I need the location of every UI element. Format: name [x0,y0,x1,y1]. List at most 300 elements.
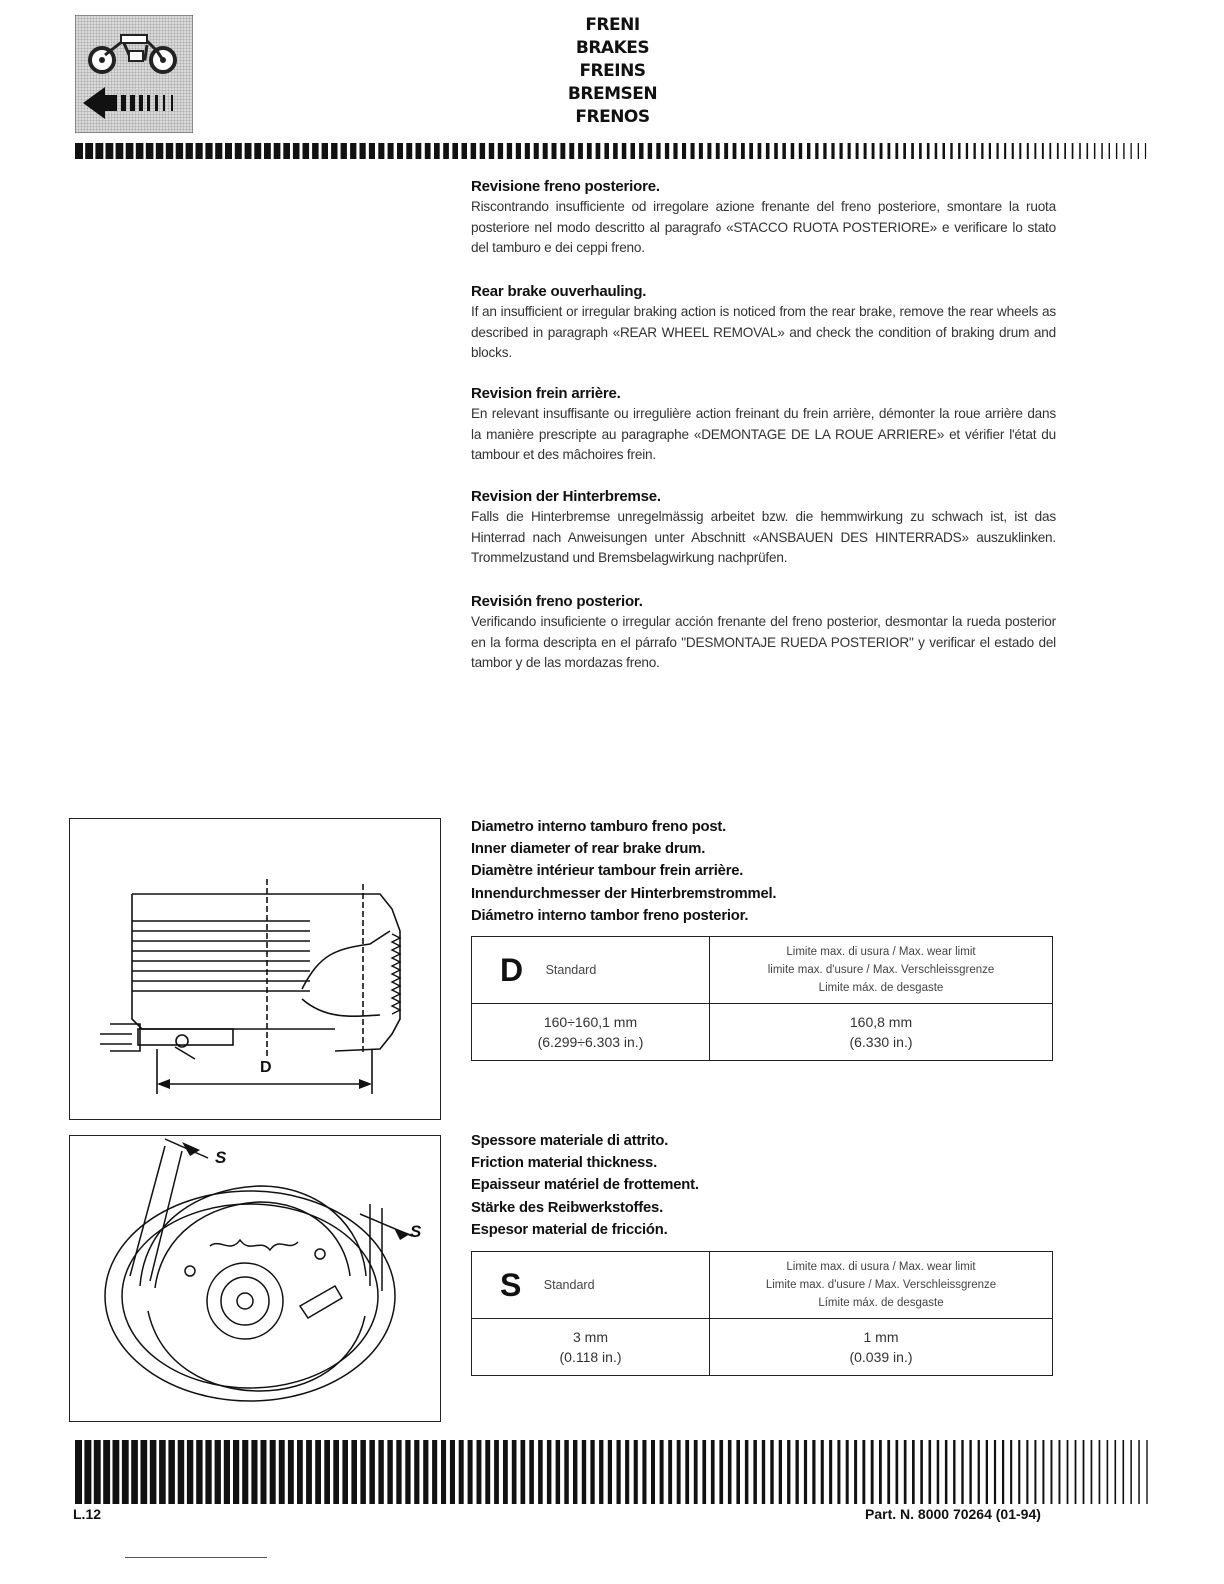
friction-standard-value-in: (0.118 in.) [559,1349,622,1365]
bar-stripe [1034,1440,1036,1504]
bar-stripe [378,143,384,159]
bar-stripe [425,143,431,159]
bar-stripe [1067,1440,1069,1504]
drum-standard-label: Standard [545,963,597,977]
bar-stripe [324,1440,330,1504]
bar-stripe [578,143,583,159]
section-text: En relevant insuffisante ou irregulière action freinant du frein arrière, démonter la roue arrière dans la manière prescripte au paragraphe «DEMONTAGE DE LA ROUE ARRIERE» et vérifier l'état du tambour et des mâchoires frein. [471,406,1056,462]
bar-stripe [1027,143,1029,159]
bar-stripe [432,1440,437,1504]
friction-heading-es: Espesor material de fricción. [471,1221,668,1238]
bar-stripe [927,143,930,159]
bar-stripe [651,1440,655,1504]
bar-stripe [315,1440,321,1504]
bar-stripe [94,1440,101,1504]
bar-stripe [116,143,124,159]
bar-stripe [733,143,737,159]
page-rule [125,1557,267,1558]
bar-stripe [1004,143,1006,159]
bar-stripe [937,1440,940,1504]
bar-stripe [604,143,609,159]
bar-stripe [711,1440,715,1504]
limit-label: Limite máx. de desgaste [818,982,944,994]
bar-stripe [966,143,968,159]
drum-figure [69,818,441,1120]
bar-stripe [146,143,154,159]
bar-stripe [156,143,164,159]
bar-stripe [919,143,922,159]
bar-stripe [503,1440,508,1504]
bar-stripe [625,1440,629,1504]
bar-stripe [997,143,999,159]
section-text: Verificando insuficiente o irregular acción frenante del freno posterior, desmontar la rueda posterior en la forma descripta en el párrafo "DESMONTAJE RUEDA POSTERIOR" y verificar el estado del tambor y de las mordazas freno. [471,614,1056,670]
drum-heading-de: Innendurchmesser der Hinterbremstrommel. [471,885,777,902]
bar-stripe [333,1440,339,1504]
brake-drum-cross-section-icon [70,819,440,1119]
friction-heading-en: Friction material thickness. [471,1155,658,1172]
bar-stripe [799,143,802,159]
bar-stripe [196,1440,202,1504]
bar-stripe [872,143,875,159]
bar-stripe [283,143,290,159]
section-en [471,283,1056,364]
bar-stripe [791,143,795,159]
title-de: BREMSEN [567,84,658,104]
bar-stripe [590,1440,594,1504]
friction-limit-value-cell [710,1319,1053,1376]
bar-stripe [864,143,867,159]
drum-spec-table [471,936,1053,1061]
bar-stripe [719,1440,723,1504]
bar-stripe [141,1440,148,1504]
bar-stripe [821,1440,824,1504]
bar-stripe [920,1440,923,1504]
drum-symbol-cell [472,937,710,1004]
bar-stripe [360,1440,366,1504]
friction-limit-value-in: (0.039 in.) [849,1349,913,1365]
bar-stripe [136,143,144,159]
bar-stripe [471,143,477,159]
section-es [471,593,1056,674]
bar-stripe [1145,143,1146,159]
bar-stripe [159,1440,166,1504]
bar-stripe [423,1440,428,1504]
bar-stripe [512,1440,517,1504]
drum-standard-value-in: (6.299÷6.303 in.) [537,1034,644,1050]
drum-limit-value-in: (6.330 in.) [849,1034,913,1050]
bar-stripe [1002,1440,1004,1504]
bar-stripe [521,1440,526,1504]
bar-stripe [749,143,753,159]
bar-stripe [880,143,883,159]
bar-stripe [745,1440,749,1504]
section-heading: Revisión freno posterior. [471,593,643,610]
section-text: Falls die Hinterbremse unregelmässig arbeitet bzw. die hemmwirkung zu schwach ist, ist das Hinterrad nach Anweisungen unter Abschnitt «ANSBAUEN DES HINTERRADS» auszuklinken. Trommelzustand und Bremsbelagwirkung nachprüfen. [471,509,1056,565]
bar-stripe [1034,143,1036,159]
title-en: BRAKES [575,38,650,58]
friction-standard-label: Standard [543,1278,595,1292]
bar-stripe [804,1440,807,1504]
bar-stripe [254,143,261,159]
bar-stripe [552,143,557,159]
bar-stripe [1094,143,1096,159]
limit-label: Límite máx. de desgaste [818,1297,944,1309]
bar-stripe [538,1440,543,1504]
bar-stripe [1042,143,1044,159]
title-fr: FREINS [579,61,646,81]
figure-label-d: D [260,1059,272,1076]
bar-stripe [911,143,914,159]
bar-stripe [369,1440,375,1504]
bar-stripe [341,143,347,159]
bar-stripe [617,1440,621,1504]
bar-stripe [468,1440,473,1504]
bar-stripe [978,1440,980,1504]
bar-stripe [953,1440,955,1504]
bar-stripe [131,1440,138,1504]
friction-heading-it: Spessore materiale di attrito. [471,1133,669,1149]
bar-stripe [387,1440,392,1504]
bar-stripe [480,143,485,159]
drum-headings [471,816,776,927]
bar-stripe [815,143,818,159]
bar-stripe [807,143,810,159]
bar-stripe [1019,143,1021,159]
bar-stripe [895,143,898,159]
motorcycle-arrow-icon [75,15,193,133]
bar-stripe [736,1440,740,1504]
bar-stripe [1130,1440,1132,1504]
bar-stripe [414,1440,419,1504]
bar-stripe [306,1440,312,1504]
bar-stripe [303,143,310,159]
bar-stripe [1091,1440,1093,1504]
friction-heading-de: Stärke des Reibwerkstoffes. [471,1199,663,1216]
bar-stripe [1072,143,1074,159]
figure-label-s-left: S [215,1148,227,1167]
bar-stripe [766,143,770,159]
bar-stripe [224,1440,230,1504]
bar-stripe [251,1440,257,1504]
bar-stripe [1146,1440,1147,1504]
bar-stripe [459,1440,464,1504]
bar-stripe [215,1440,221,1504]
drum-limit-value-cell [710,1004,1053,1061]
bar-stripe [685,1440,689,1504]
bar-stripe [416,143,422,159]
limit-label: limite max. d'usure / Max. Verschleissgrenze [767,964,995,976]
bar-stripe [945,1440,948,1504]
bar-stripe [812,1440,815,1504]
bar-stripe [741,143,745,159]
bar-stripe [774,143,778,159]
bar-stripe [225,143,232,159]
bar-stripe [95,143,103,159]
bar-stripe [187,1440,193,1504]
bar-stripe [564,1440,569,1504]
bar-stripe [1012,143,1014,159]
bar-stripe [494,1440,499,1504]
bar-stripe [974,143,976,159]
bar-stripe [235,143,242,159]
bar-stripe [912,1440,915,1504]
bar-stripe [582,1440,586,1504]
bar-stripe [516,143,521,159]
friction-symbol: S [500,1266,522,1303]
bar-stripe [903,143,906,159]
bar-stripe [779,1440,782,1504]
bar-stripe [1087,143,1089,159]
section-heading: Revisione freno posteriore. [471,178,660,195]
bar-stripe [622,143,627,159]
bar-stripe [961,1440,963,1504]
bar-stripe [529,1440,534,1504]
bar-stripe [396,1440,401,1504]
bar-stripe [871,1440,874,1504]
bar-stripe [331,143,337,159]
bar-stripe [787,1440,790,1504]
bar-stripe [837,1440,840,1504]
bar-stripe [989,143,991,159]
bar-stripe [829,1440,832,1504]
bar-stripe [762,1440,765,1504]
bar-stripe [1138,143,1139,159]
bar-stripe [1075,1440,1077,1504]
bar-stripe [1059,1440,1061,1504]
bar-stripe [1051,1440,1053,1504]
bar-stripe [75,1440,82,1504]
friction-standard-value-cell [472,1319,710,1376]
bar-stripe [103,1440,110,1504]
bar-stripe [360,143,366,159]
bar-stripe [782,143,786,159]
bar-stripe [312,143,319,159]
bar-stripe [1131,143,1132,159]
section-text: If an insufficient or irregular braking action is noticed from the rear brake, remove the rear wheels as described in paragraph «REAR WHEEL REMOVAL» and check the condition of braking drum and blocks. [471,304,1056,360]
bar-stripe [1101,143,1103,159]
bar-stripe [969,1440,971,1504]
bar-stripe [560,143,565,159]
friction-heading-fr: Epaisseur matériel de frottement. [471,1177,699,1194]
bar-stripe [75,143,83,159]
page-title [440,14,785,129]
bar-stripe [656,143,660,159]
bar-stripe [1115,1440,1117,1504]
bar-stripe [1010,1440,1012,1504]
bar-stripe [613,143,618,159]
bar-stripe [1123,1440,1125,1504]
friction-spec-table [471,1251,1053,1376]
drum-limit-header [710,937,1053,1004]
bar-stripe [1026,1440,1028,1504]
bar-stripe [724,143,728,159]
bar-stripe [943,143,946,159]
bar-stripe [477,1440,482,1504]
limit-label: Limite max. di usura / Max. wear limit [786,946,976,958]
friction-limit-header [710,1252,1053,1319]
bar-stripe [452,143,458,159]
bar-stripe [168,1440,175,1504]
figure-label-s-right: S [410,1222,422,1241]
section-heading: Revision der Hinterbremse. [471,488,661,505]
bar-stripe [1083,1440,1085,1504]
bar-stripe [929,1440,932,1504]
bar-stripe [196,143,203,159]
bar-stripe [639,143,643,159]
bar-stripe [556,1440,561,1504]
bar-stripe [485,1440,490,1504]
bar-stripe [205,1440,211,1504]
bar-stripe [388,143,394,159]
bar-stripe [587,143,592,159]
limit-label: Limite max. d'usure / Max. Verschleissgrenze [765,1279,997,1291]
bar-stripe [242,1440,248,1504]
bar-stripe [950,143,952,159]
bar-stripe [862,1440,865,1504]
bar-stripe [85,143,93,159]
bar-stripe [261,1440,267,1504]
bar-stripe [397,143,403,159]
friction-headings [471,1130,699,1241]
bar-stripe [406,143,412,159]
friction-standard-value: 3 mm [573,1329,608,1345]
bar-stripe [682,143,686,159]
friction-limit-value: 1 mm [863,1329,899,1345]
bar-stripe [525,143,530,159]
limit-label: Limite max. di usura / Max. wear limit [786,1261,976,1273]
bar-stripe [753,1440,757,1504]
drum-symbol: D [500,951,524,988]
bar-stripe [896,1440,899,1504]
bar-stripe [608,1440,612,1504]
bar-stripe [462,143,468,159]
bar-stripe [699,143,703,159]
section-it [471,178,1056,259]
drum-heading-it: Diametro interno tamburo freno post. [471,819,727,835]
bar-stripe [1099,1440,1101,1504]
drum-heading-en: Inner diameter of rear brake drum. [471,841,706,858]
bar-stripe [665,143,669,159]
friction-figure [69,1135,441,1422]
bottom-divider-bar [75,1440,1153,1504]
bar-stripe [405,1440,410,1504]
bar-stripe [1049,143,1051,159]
bar-stripe [441,1440,446,1504]
section-logo [75,15,193,133]
bar-stripe [823,143,826,159]
bar-stripe [888,143,891,159]
bar-stripe [935,143,938,159]
bar-stripe [856,143,859,159]
section-heading: Rear brake ouverhauling. [471,283,647,300]
bar-stripe [293,143,300,159]
bar-stripe [668,1440,672,1504]
bar-stripe [904,1440,907,1504]
bar-stripe [879,1440,882,1504]
bar-stripe [122,1440,129,1504]
bar-stripe [434,143,440,159]
bar-stripe [702,1440,706,1504]
bar-stripe [596,143,601,159]
bar-stripe [1018,1440,1020,1504]
part-number: Part. N. 8000 70264 (01-94) [865,1506,1041,1522]
bar-stripe [1107,1440,1109,1504]
bar-stripe [673,143,677,159]
bar-stripe [106,143,114,159]
bar-stripe [958,143,960,159]
bar-stripe [543,143,548,159]
bar-stripe [1123,143,1124,159]
bar-stripe [840,143,843,159]
bar-stripe [648,143,652,159]
bar-stripe [846,1440,849,1504]
bar-stripe [547,1440,552,1504]
bar-stripe [297,1440,303,1504]
bar-stripe [264,143,271,159]
bar-stripe [186,143,193,159]
bar-stripe [178,1440,185,1504]
bar-stripe [694,1440,698,1504]
bar-stripe [113,1440,120,1504]
section-fr [471,385,1056,466]
bar-stripe [831,143,834,159]
friction-symbol-cell [472,1252,710,1319]
drum-heading-fr: Diamètre intérieur tambour frein arrière. [471,863,744,880]
bar-stripe [691,143,695,159]
bar-stripe [599,1440,603,1504]
bar-stripe [1042,1440,1044,1504]
bar-stripe [350,143,356,159]
bar-stripe [498,143,503,159]
bar-stripe [854,1440,857,1504]
bar-stripe [1057,143,1059,159]
bar-stripe [631,143,636,159]
bar-stripe [126,143,134,159]
bar-stripe [507,143,512,159]
bar-stripe [270,1440,276,1504]
bar-stripe [205,143,212,159]
section-text: Riscontrando insufficiente od irregolare azione frenante del freno posteriore, smontare la ruota posteriore nel modo descritto al paragrafo «STACCO RUOTA POSTERIORE» e verificare lo stato del tamburo e dei ceppi freno. [471,199,1056,255]
bar-stripe [848,143,851,159]
bar-stripe [677,1440,681,1504]
bar-stripe [796,1440,799,1504]
bar-stripe [573,1440,577,1504]
bar-stripe [770,1440,773,1504]
drum-standard-value-cell [472,1004,710,1061]
bar-stripe [279,1440,285,1504]
bar-stripe [1109,143,1110,159]
top-divider-bar [75,143,1147,159]
bar-stripe [176,143,183,159]
bar-stripe [489,143,494,159]
bar-stripe [994,1440,996,1504]
bar-stripe [288,1440,294,1504]
bar-stripe [634,1440,638,1504]
bar-stripe [450,1440,455,1504]
bar-stripe [322,143,328,159]
bar-stripe [707,143,711,159]
bar-stripe [728,1440,732,1504]
section-de [471,488,1056,569]
drum-heading-es: Diámetro interno tambor freno posterior. [471,907,749,924]
title-it: FRENI [585,15,640,35]
bar-stripe [1138,1440,1140,1504]
page-number: L.12 [73,1506,102,1522]
bar-stripe [758,143,762,159]
bar-stripe [569,143,574,159]
drum-limit-value: 160,8 mm [849,1014,913,1030]
bar-stripe [84,1440,91,1504]
